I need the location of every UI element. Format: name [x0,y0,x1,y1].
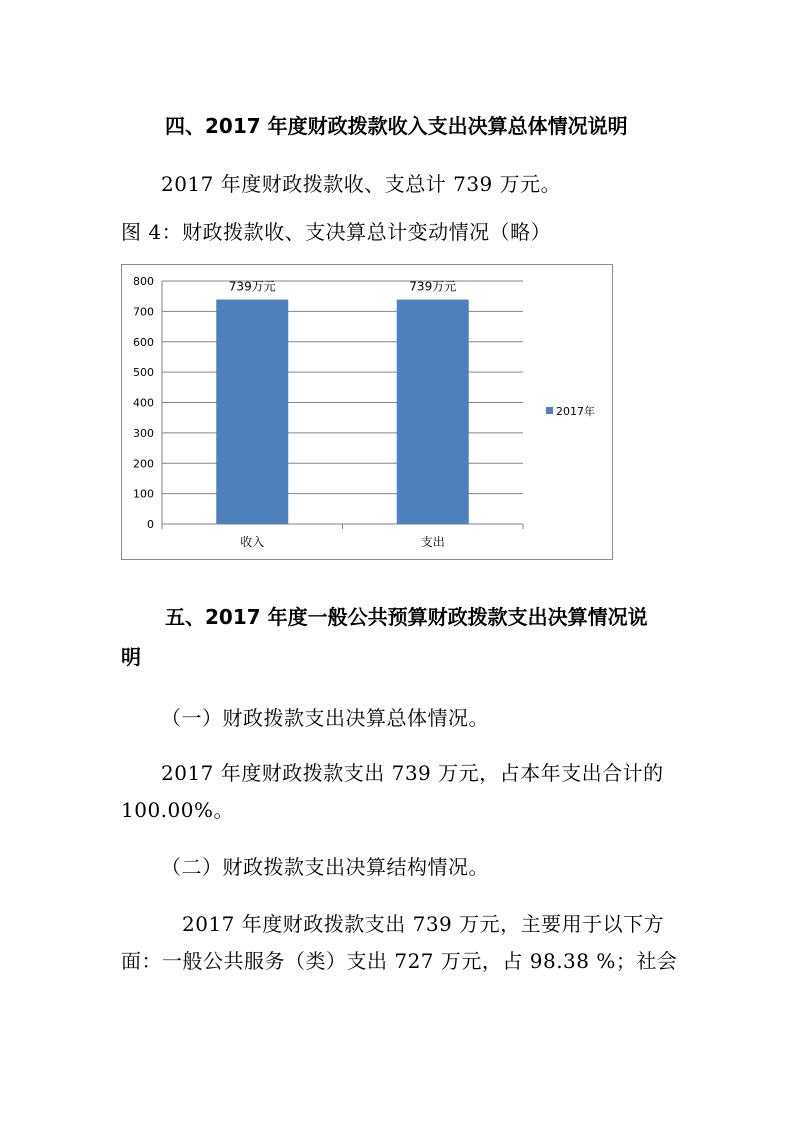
subsection-1-title: （一）财政拨款支出决算总体情况。 [161,706,489,730]
y-tick-label: 300 [133,426,154,440]
chart-canvas [122,265,612,559]
figure-4-caption: 图 4：财政拨款收、支决算总计变动情况（略） [121,220,552,244]
revenue-expenditure-chart [121,264,613,560]
legend-label: 2017年 [556,405,595,418]
subsection-1-paragraph: 2017 年度财政拨款支出 739 万元，占本年支出合计的 [161,761,664,785]
data-label: 739万元 [228,279,276,294]
subsection-1-paragraph-continued: 100.00%。 [121,798,234,822]
subsection-2-paragraph: 2017 年度财政拨款支出 739 万元，主要用于以下方 [182,912,665,936]
section-5-heading: 五、2017 年度一般公共预算财政拨款支出决算情况说 [165,605,648,629]
bar-1 [216,300,288,524]
subsection-2-paragraph-continued: 面：一般公共服务（类）支出 727 万元，占 98.38 %；社会 [121,949,678,973]
data-label: 739万元 [409,279,457,294]
section-4-total-paragraph: 2017 年度财政拨款收、支总计 739 万元。 [161,172,562,196]
section-4-heading: 四、2017 年度财政拨款收入支出决算总体情况说明 [165,114,628,138]
bar-2 [397,300,469,524]
y-tick-label: 500 [133,366,154,380]
y-tick-label: 800 [133,275,154,288]
y-tick-label: 100 [133,487,154,501]
y-tick-label: 200 [133,457,154,471]
y-tick-label: 400 [133,396,154,410]
y-tick-label: 700 [133,305,154,319]
y-tick-label: 0 [147,518,154,531]
x-tick-label: 收入 [240,535,265,549]
y-tick-label: 600 [133,335,154,349]
subsection-2-title: （二）财政拨款支出决算结构情况。 [161,855,489,879]
legend-swatch [546,407,553,414]
x-tick-label: 支出 [420,535,445,549]
section-5-heading-continued: 明 [121,645,141,669]
